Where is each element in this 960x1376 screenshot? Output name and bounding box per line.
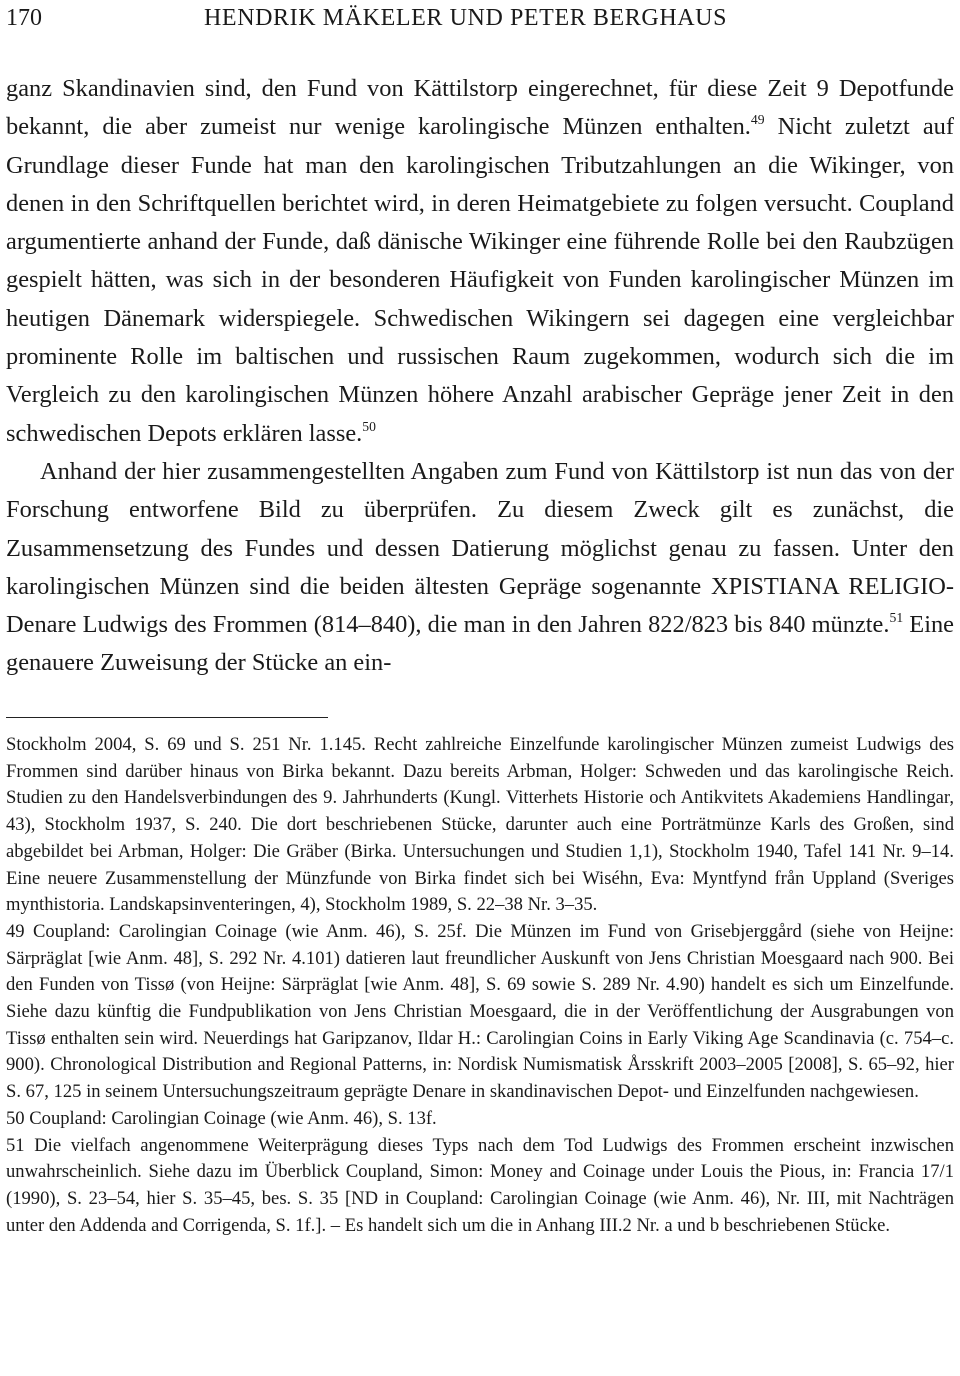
footnote-49: 49 Coupland: Carolingian Coinage (wie Anm. 46), S. 25f. Die Münzen im Fund von Grisebjerggård (siehe von Heijne: Särpräglat [wie Anm. 48], S. 292 Nr. 4.101) datieren laut freundlicher Auskunft von Jens Christian Moesgaard nach 900. Bei den Funden von Tissø (von Heijne: Särpräglat [wie Anm. 48], S. 69 sowie S. 289 Nr. 4.90) handelt es sich um Einzelfunde. Siehe dazu künftig die Fundpublikation von Jens Christian Moesgaard, die in der Veröffentlichung der Ausgrabungen von Tissø enthalten sein wird. Neuerdings hat Garipzanov, Ildar H.: Carolingian Coins in Early Viking Age Scandinavia (c. 754–c. 900). Chronological Distribution and Regional Patterns, in: Nordisk Numismatisk Årsskrift 2003–2005 [2008], S. 65–92, hier S. 67, 125 in seinem Untersuchungszeitraum geprägte Denare in skandinavischen Depot- und Einzelfunden nachgewiesen.: [6, 920, 954, 1103]
paragraph: [6, 453, 954, 683]
footnote-50: 50 Coupland: Carolingian Coinage (wie Anm. 46), S. 13f.: [6, 1107, 437, 1129]
footnote-continued: Stockholm 2004, S. 69 und S. 251 Nr. 1.145. Recht zahlreiche Einzelfunde karolingischer Münzen zumeist Ludwigs des Frommen sind darüber hinaus von Birka bekannt. Dazu bereits Arbman, Holger: Schweden und das karolingische Reich. Studien zu den Handelsverbindungen des 9. Jahrhunderts (Kungl. Vitterhets Historie och Antikvitets Akademiens Handlingar, 43), Stockholm 1937, S. 240. Die dort beschriebenen Stücke, darunter auch eine Porträtmünze Karls des Großen, sind abgebildet bei Arbman, Holger: Die Gräber (Birka. Untersuchungen und Studien 1,1), Stockholm 1940, Tafel 141 Nr. 9–14. Eine neuere Zusammenstellung der Münzfunde von Birka findet sich bei Wiséhn, Eva: Myntfynd från Uppland (Sveriges mynthistoria. Landskapsinventeringen, 4), Stockholm 1989, S. 22–38 Nr. 3–35.: [6, 734, 954, 916]
paragraph-text: Anhand der hier zusammengestellten Angaben zum Fund von Kättilstorp ist nun das von der Forschung entworfene Bild zu überprüfen. Zu diesem Zweck gilt es zunächst, die Zusammensetzung des Fundes und dessen Datierung möglichst genau zu fassen. Unter den karolingischen Münzen sind die beiden ältesten Gepräge sogenannte XPISTIANA RELIGIO-Denare Ludwigs des Frommen (814–840), die man in den Jahren 822/823 bis 840 münzte.: [6, 457, 954, 639]
footnote-ref-50[interactable]: 50: [362, 418, 376, 434]
footnote-ref-49[interactable]: 49: [750, 112, 765, 128]
paragraph-text: Eine genauere Zuweisung der Stücke an ein-: [6, 611, 954, 677]
running-head: [6, 2, 954, 34]
main-text: [6, 70, 954, 683]
paragraph-text: Nicht zuletzt auf Grundlage dieser Funde hat man den karolingischen Tributzahlungen an die Wikinger, von denen in den Schriftquellen berichtet wird, in deren Heimatgebiete zu folgen versucht. Coupland argumentierte anhand der Funde, daß dänische Wikinger eine führende Rolle bei den Raubzügen gespielt hätten, was sich in der besonderen Häufigkeit von Funden karolingischer Münzen im heutigen Dänemark widerspiegele. Schwedischen Wikingern sei dagegen eine vergleichbar prominente Rolle im baltischen und russischen Raum zugekommen, wodurch sich die im Vergleich zu den karolingischen Münzen höhere Anzahl arabischer Gepräge jener Zeit in den schwedischen Depots erklären lasse.: [6, 113, 954, 447]
paragraph-text: ganz Skandinavien sind, den Fund von Kättilstorp eingerechnet, für diese Zeit 9 Depotfunde bekannt, die aber zumeist nur wenige karolingische Münzen enthalten.: [6, 75, 954, 141]
paragraph: [6, 70, 954, 453]
footnotes: [6, 732, 954, 1239]
footnote-separator: [6, 717, 328, 718]
page-number: 170: [6, 5, 42, 31]
footnote-ref-51[interactable]: 51: [889, 610, 904, 626]
running-head-title: HENDRIK MÄKELER UND PETER BERGHAUS: [204, 5, 728, 31]
footnote-51: 51 Die vielfach angenommene Weiterprägung dieses Typs nach dem Tod Ludwigs des Frommen erscheint inzwischen unwahrscheinlich. Siehe dazu im Überblick Coupland, Simon: Money and Coinage under Louis the Pious, in: Francia 17/1 (1990), S. 23–54, hier S. 35–45, bes. S. 35 [ND in Coupland: Carolingian Coinage (wie Anm. 46), Nr. III, mit Nachträgen unter den Addenda and Corrigenda, S. 1f.]. – Es handelt sich um die in Anhang III.2 Nr. a und b beschriebenen Stücke.: [6, 1134, 954, 1236]
